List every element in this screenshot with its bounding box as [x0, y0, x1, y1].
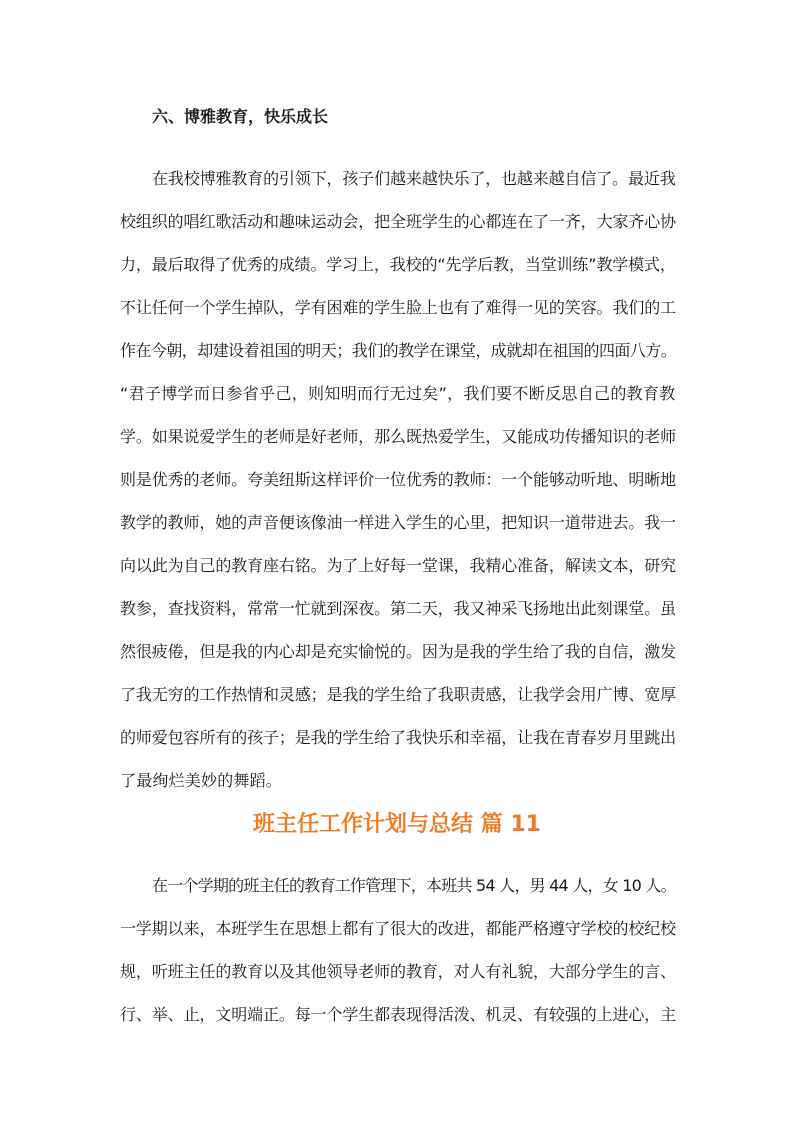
- article-title: 班主任工作计划与总结 篇 11: [253, 812, 541, 837]
- paragraph-line: 行、举、止，文明端正。每一个学生都表现得活泼、机灵、有较强的上进心，主: [120, 1005, 677, 1024]
- section-heading: 六、博雅教育，快乐成长: [152, 107, 329, 126]
- paragraph-line: 一学期以来，本班学生在思想上都有了很大的改进，都能严格遵守学校的校纪校: [120, 919, 677, 938]
- paragraph-line: 作在今朝，却建设着祖国的明天；我们的教学在课堂，成就却在祖国的四面八方。: [120, 341, 677, 360]
- paragraph-line: 力，最后取得了优秀的成绩。学习上，我校的“先学后教，当堂训练”教学模式，: [120, 255, 676, 274]
- paragraph-line: 向以此为自己的教育座右铭。为了上好每一堂课，我精心准备，解读文本，研究: [120, 556, 677, 575]
- paragraph-line: 在我校博雅教育的引领下，孩子们越来越快乐了，也越来越自信了。最近我: [152, 169, 676, 188]
- paragraph-line: 了我无穷的工作热情和灵感；是我的学生给了我职责感，让我学会用广博、宽厚: [120, 685, 677, 704]
- paragraph-line: 的师爱包容所有的孩子；是我的学生给了我快乐和幸福，让我在青春岁月里跳出: [120, 728, 677, 747]
- paragraph-line: 学。如果说爱学生的老师是好老师，那么既热爱学生，又能成功传播知识的老师: [120, 427, 677, 446]
- paragraph-line: 校组织的唱红歌活动和趣味运动会，把全班学生的心都连在了一齐，大家齐心协: [120, 212, 677, 231]
- paragraph-line: 不让任何一个学生掉队，学有困难的学生脸上也有了难得一见的笑容。我们的工: [120, 298, 677, 317]
- paragraph-line: 教参，查找资料，常常一忙就到深夜。第二天，我又神采飞扬地出此刻课堂。虽: [120, 599, 677, 618]
- paragraph-line: 然很疲倦，但是我的内心却是充实愉悦的。因为是我的学生给了我的自信，激发: [120, 642, 677, 661]
- paragraph-line: 了最绚烂美妙的舞蹈。: [120, 771, 283, 790]
- paragraph-line: 则是优秀的老师。夸美纽斯这样评价一位优秀的教师：一个能够动听地、明晰地: [120, 470, 677, 489]
- paragraph-line: 在一个学期的班主任的教育工作管理下，本班共 54 人，男 44 人，女 10 人。: [152, 876, 676, 895]
- paragraph-line: “君子博学而日参省乎己，则知明而行无过矣”，我们要不断反思自己的教育教: [120, 384, 676, 403]
- paragraph-line: 规，听班主任的教育以及其他领导老师的教育，对人有礼貌，大部分学生的言、: [120, 962, 677, 981]
- paragraph-line: 教学的教师，她的声音便该像油一样进入学生的心里，把知识一道带进去。我一: [120, 513, 677, 532]
